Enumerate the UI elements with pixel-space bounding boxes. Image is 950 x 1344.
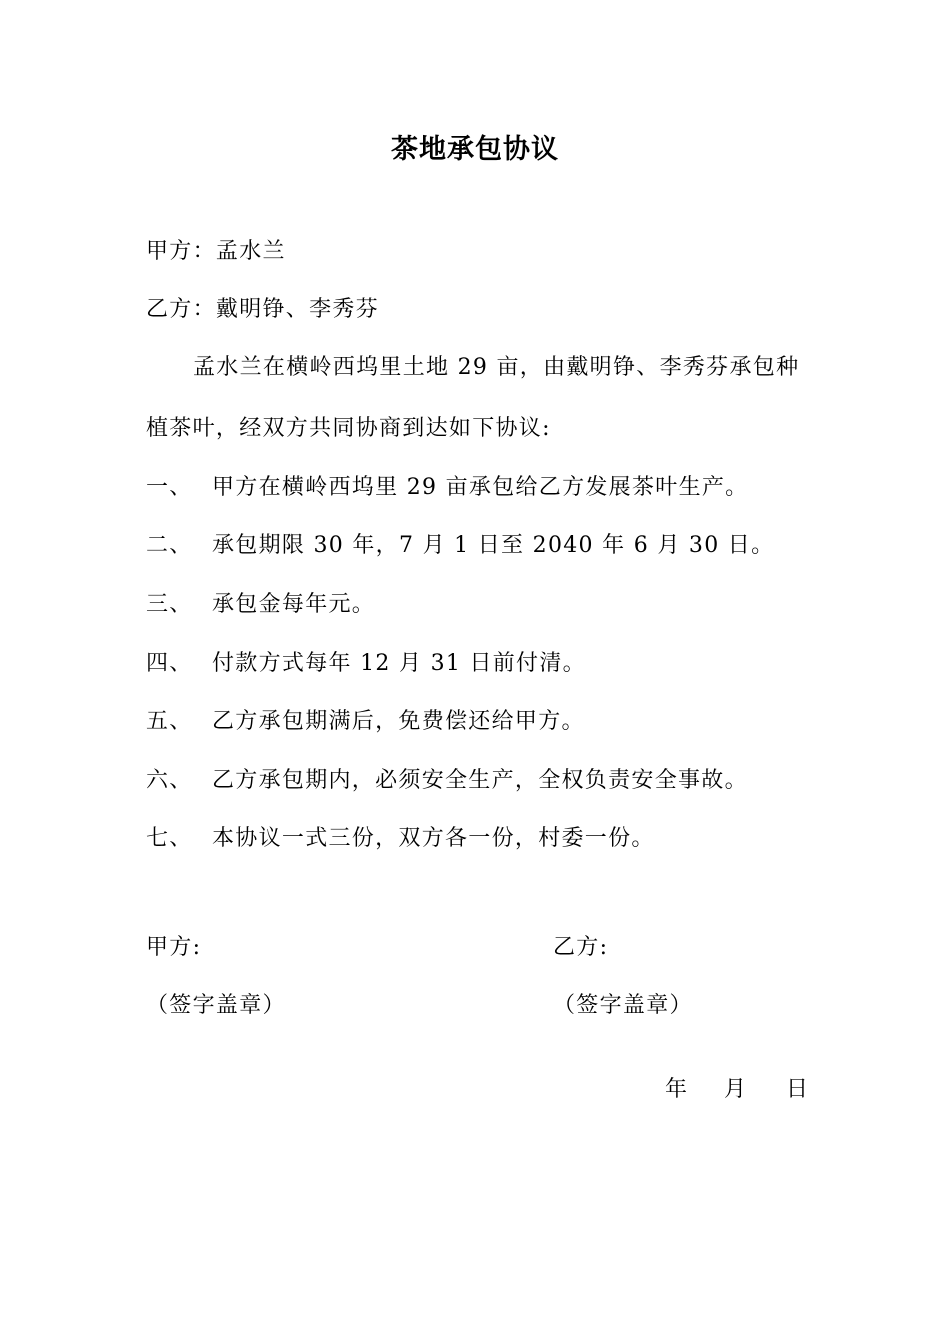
clause-number: 六、 [146,768,193,793]
clause-text: 甲方在横岭西坞里 29 亩承包给乙方发展茶叶生产。 [212,475,749,500]
date-year-label: 年 [665,1077,688,1102]
date-day-label: 日 [786,1077,809,1102]
clause-number: 二、 [146,533,193,558]
party-b-line: 乙方：戴明铮、李秀芬 [146,297,380,322]
party-b-signature-note: （签字盖章） [553,993,693,1018]
clause-text: 乙方承包期满后，免费偿还给甲方。 [212,709,585,734]
party-a-signature-label: 甲方: [146,935,202,960]
clause-number: 七、 [146,826,193,851]
intro-paragraph-line-1: 孟水兰在横岭西坞里土地 29 亩，由戴明铮、李秀芬承包种 [193,355,800,380]
clause-number: 三、 [146,592,193,617]
date-month-label: 月 [724,1077,747,1102]
clause-text: 本协议一式三份，双方各一份，村委一份。 [212,826,655,851]
clause-number: 一、 [146,475,193,500]
intro-paragraph-line-2: 植茶叶，经双方共同协商到达如下协议: [146,416,551,441]
clause-number: 四、 [146,651,193,676]
document-title: 茶地承包协议 [391,134,559,165]
party-b-signature-label: 乙方: [553,935,609,960]
clause-number: 五、 [146,709,193,734]
clause-text: 承包金每年元。 [212,592,376,617]
clause-text: 乙方承包期内，必须安全生产，全权负责安全事故。 [212,768,748,793]
party-a-signature-note: （签字盖章） [146,993,286,1018]
clause-text: 承包期限 30 年，7 月 1 日至 2040 年 6 月 30 日。 [212,533,775,558]
clause-text: 付款方式每年 12 月 31 日前付清。 [212,651,586,676]
party-a-line: 甲方：孟水兰 [146,239,286,264]
